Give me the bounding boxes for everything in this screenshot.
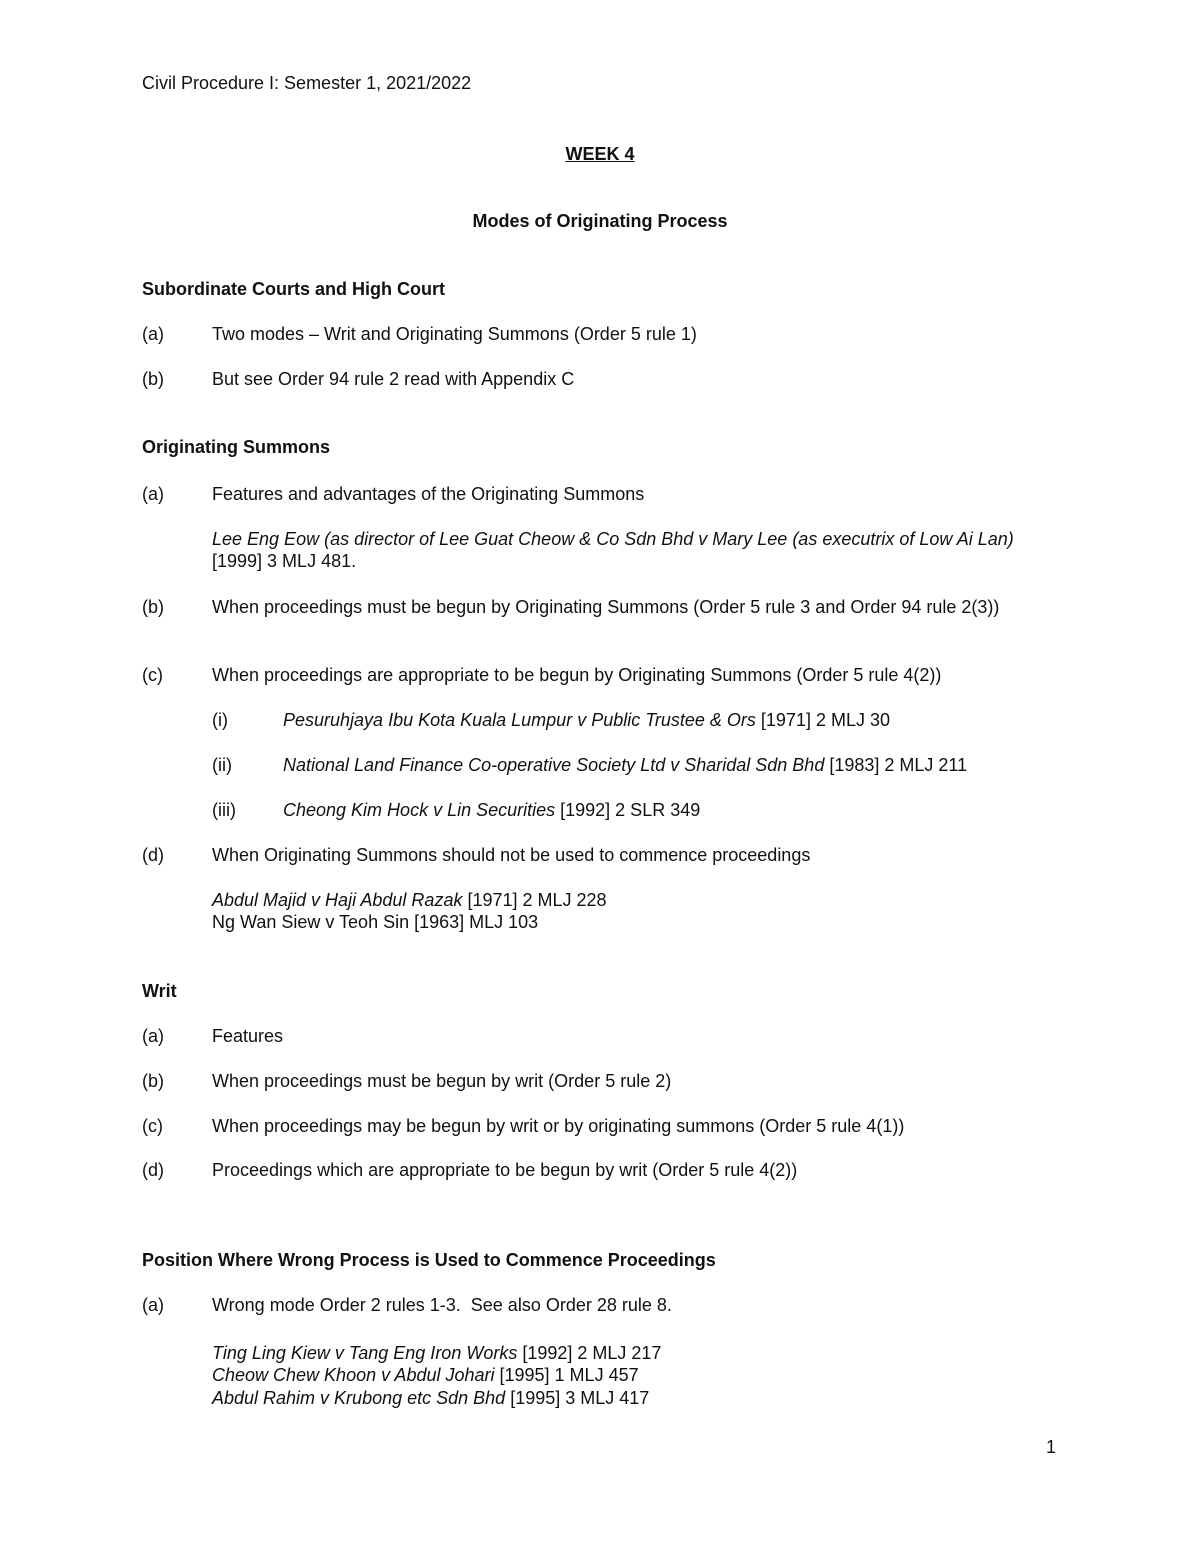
case-reference [212,889,607,911]
case-reference [283,754,967,776]
case-reference [283,709,890,731]
section-heading-subordinate: Subordinate Courts and High Court [142,279,445,299]
item-text: When proceedings must be begun by Originating Summons (Order 5 rule 3 and Order 94 rule 2(3)) [212,597,1000,617]
case-citation: [1992] 2 MLJ 217 [517,1343,662,1363]
running-header: Civil Procedure I: Semester 1, 2021/2022 [142,73,472,93]
item-label: (c) [142,1116,163,1136]
item-label: (c) [142,665,163,685]
case-citation: [1971] 2 MLJ 228 [462,890,607,910]
case-name: Cheong Kim Hock v Lin Securities [283,800,556,820]
case-name: Pesuruhjaya Ibu Kota Kuala Lumpur v Public Trustee & Ors [283,710,756,730]
case-reference [212,1364,639,1386]
case-reference [212,528,1052,572]
item-text: When proceedings must be begun by writ (Order 5 rule 2) [212,1071,672,1091]
subitem-label: (ii) [212,755,232,775]
item-text: When Originating Summons should not be used to commence proceedings [212,845,811,865]
case-name: National Land Finance Co-operative Society Ltd v Sharidal Sdn Bhd [283,755,825,775]
case-citation: [1992] 2 SLR 349 [555,800,701,820]
case-reference [283,799,700,821]
case-citation: [1995] 1 MLJ 457 [494,1365,639,1385]
item-text: Two modes – Writ and Originating Summons (Order 5 rule 1) [212,324,697,344]
section-heading-originating-summons: Originating Summons [142,437,331,457]
week-title: WEEK 4 [565,144,635,164]
item-label: (b) [142,597,164,617]
item-text: But see Order 94 rule 2 read with Appendix C [212,369,575,389]
case-name: Lee Eng Eow (as director of Lee Guat Cheow & Co Sdn Bhd v Mary Lee (as executrix of Low Ai Lan) [212,529,1014,549]
item-text: Features and advantages of the Originating Summons [212,484,645,504]
page-number: 1 [1046,1437,1057,1457]
section-heading-wrong-process: Position Where Wrong Process is Used to Commence Proceedings [142,1250,716,1270]
item-label: (a) [142,1295,164,1315]
item-text: Wrong mode Order 2 rules 1-3. See also Order 28 rule 8. [212,1295,672,1315]
item-label: (a) [142,324,164,344]
case-reference: Ng Wan Siew v Teoh Sin [1963] MLJ 103 [212,912,539,932]
case-citation: [1971] 2 MLJ 30 [755,710,890,730]
case-citation: [1983] 2 MLJ 211 [824,755,968,775]
case-reference [212,1342,661,1364]
item-label: (b) [142,1071,164,1091]
case-citation: [1995] 3 MLJ 417 [505,1388,650,1408]
item-label: (b) [142,369,164,389]
item-label: (d) [142,1160,164,1180]
topic-title: Modes of Originating Process [472,211,728,231]
item-text: When proceedings may be begun by writ or by originating summons (Order 5 rule 4(1)) [212,1116,905,1136]
subitem-label: (i) [212,710,228,730]
item-text: Features [212,1026,284,1046]
item-label: (a) [142,484,164,504]
item-label: (a) [142,1026,164,1046]
case-name: Abdul Rahim v Krubong etc Sdn Bhd [212,1388,506,1408]
case-citation: [1999] 3 MLJ 481. [212,551,357,571]
section-heading-writ: Writ [142,981,177,1001]
subitem-label: (iii) [212,800,236,820]
case-reference [212,1387,649,1409]
item-text: Proceedings which are appropriate to be begun by writ (Order 5 rule 4(2)) [212,1160,798,1180]
item-label: (d) [142,845,164,865]
case-name: Ting Ling Kiew v Tang Eng Iron Works [212,1343,518,1363]
case-name: Abdul Majid v Haji Abdul Razak [212,890,463,910]
case-name: Cheow Chew Khoon v Abdul Johari [212,1365,495,1385]
item-text: When proceedings are appropriate to be begun by Originating Summons (Order 5 rule 4(2)) [212,665,942,685]
